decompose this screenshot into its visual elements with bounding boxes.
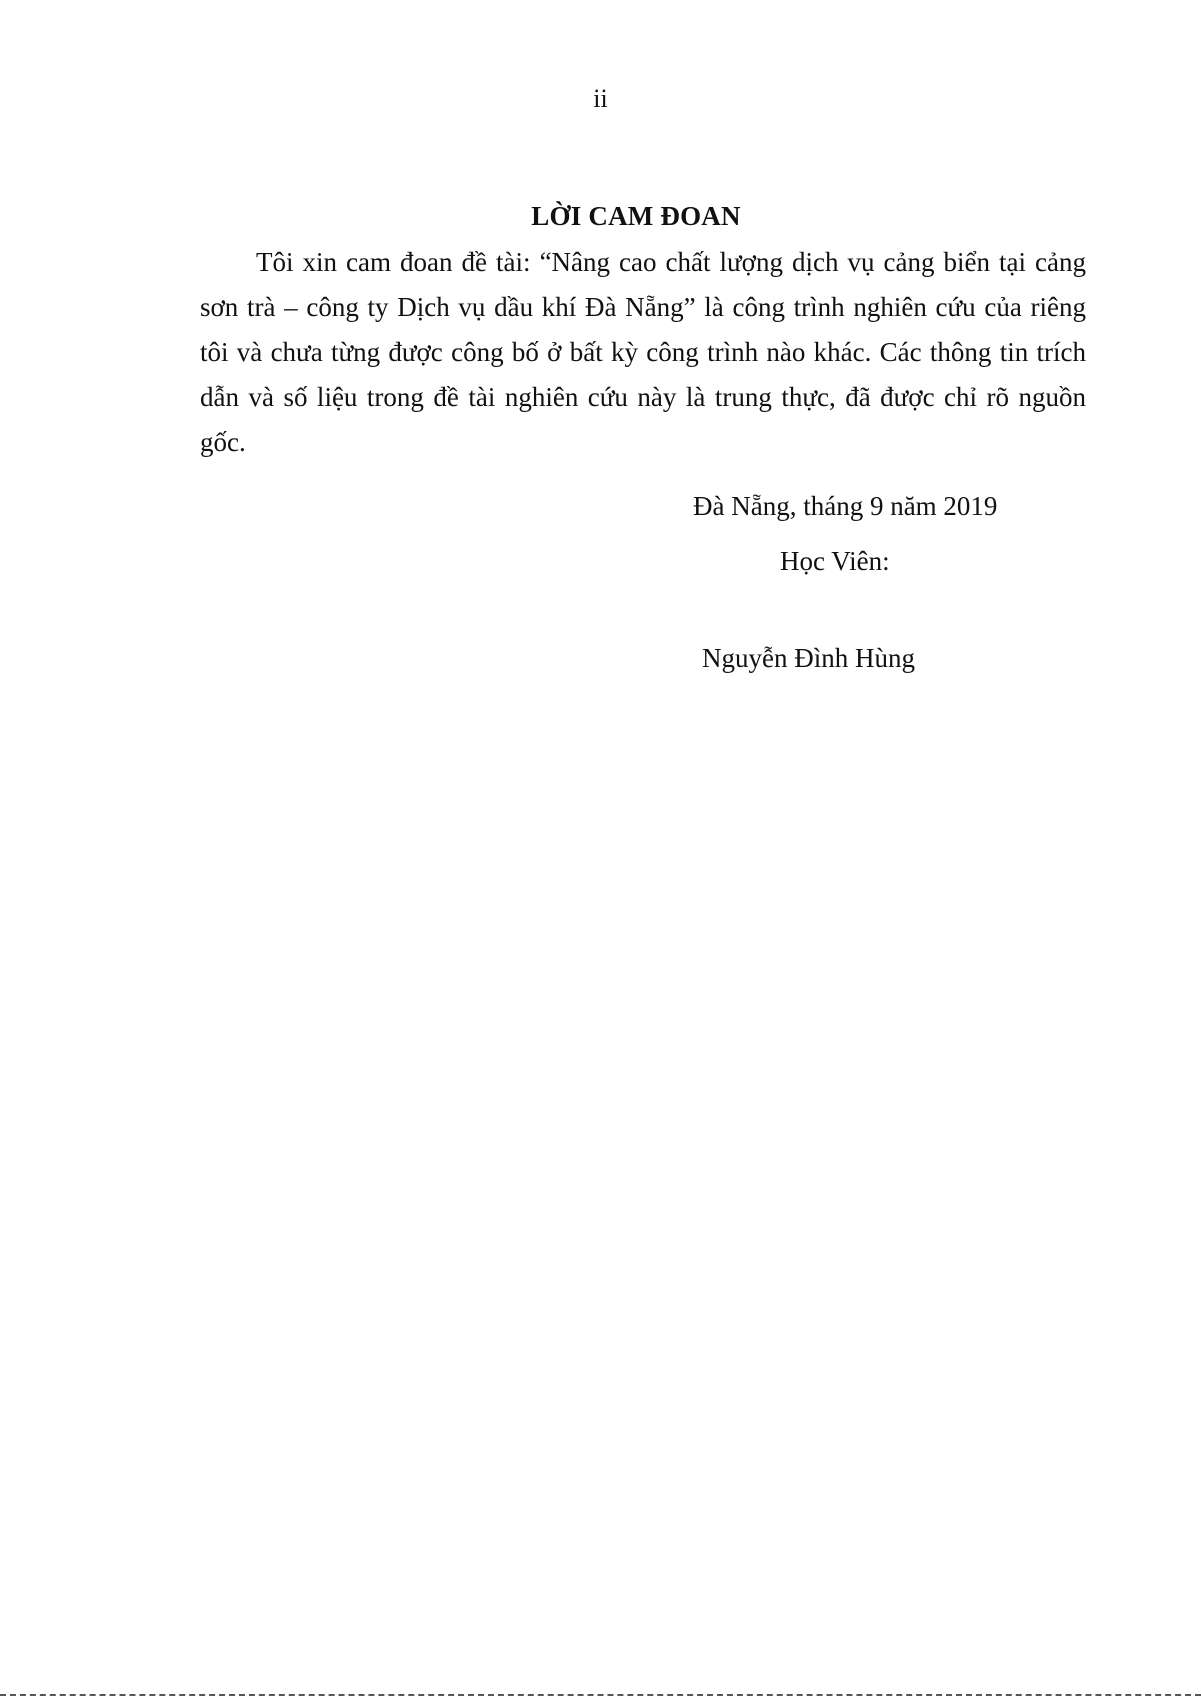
page-number: ii <box>593 84 608 113</box>
declaration-paragraph: Tôi xin cam đoan đề tài: “Nâng cao chất lượng dịch vụ cảng biển tại cảng sơn trà – công ty Dịch vụ dầu khí Đà Nẵng” là công trình nghiên cứu của riêng tôi và chưa từng được công bố ở bất kỳ công trình nào khác. Các thông tin trích dẫn và số liệu trong đề tài nghiên cứu này là trung thực, đã được chỉ rõ nguồn gốc. <box>200 247 1086 457</box>
document-title: LỜI CAM ĐOAN <box>531 201 741 231</box>
bottom-dashed-divider <box>0 1694 1201 1696</box>
signature-place-date: Đà Nẵng, tháng 9 năm 2019 <box>693 491 998 521</box>
signature-role: Học Viên: <box>780 546 890 576</box>
signature-name: Nguyễn Đình Hùng <box>702 643 915 673</box>
